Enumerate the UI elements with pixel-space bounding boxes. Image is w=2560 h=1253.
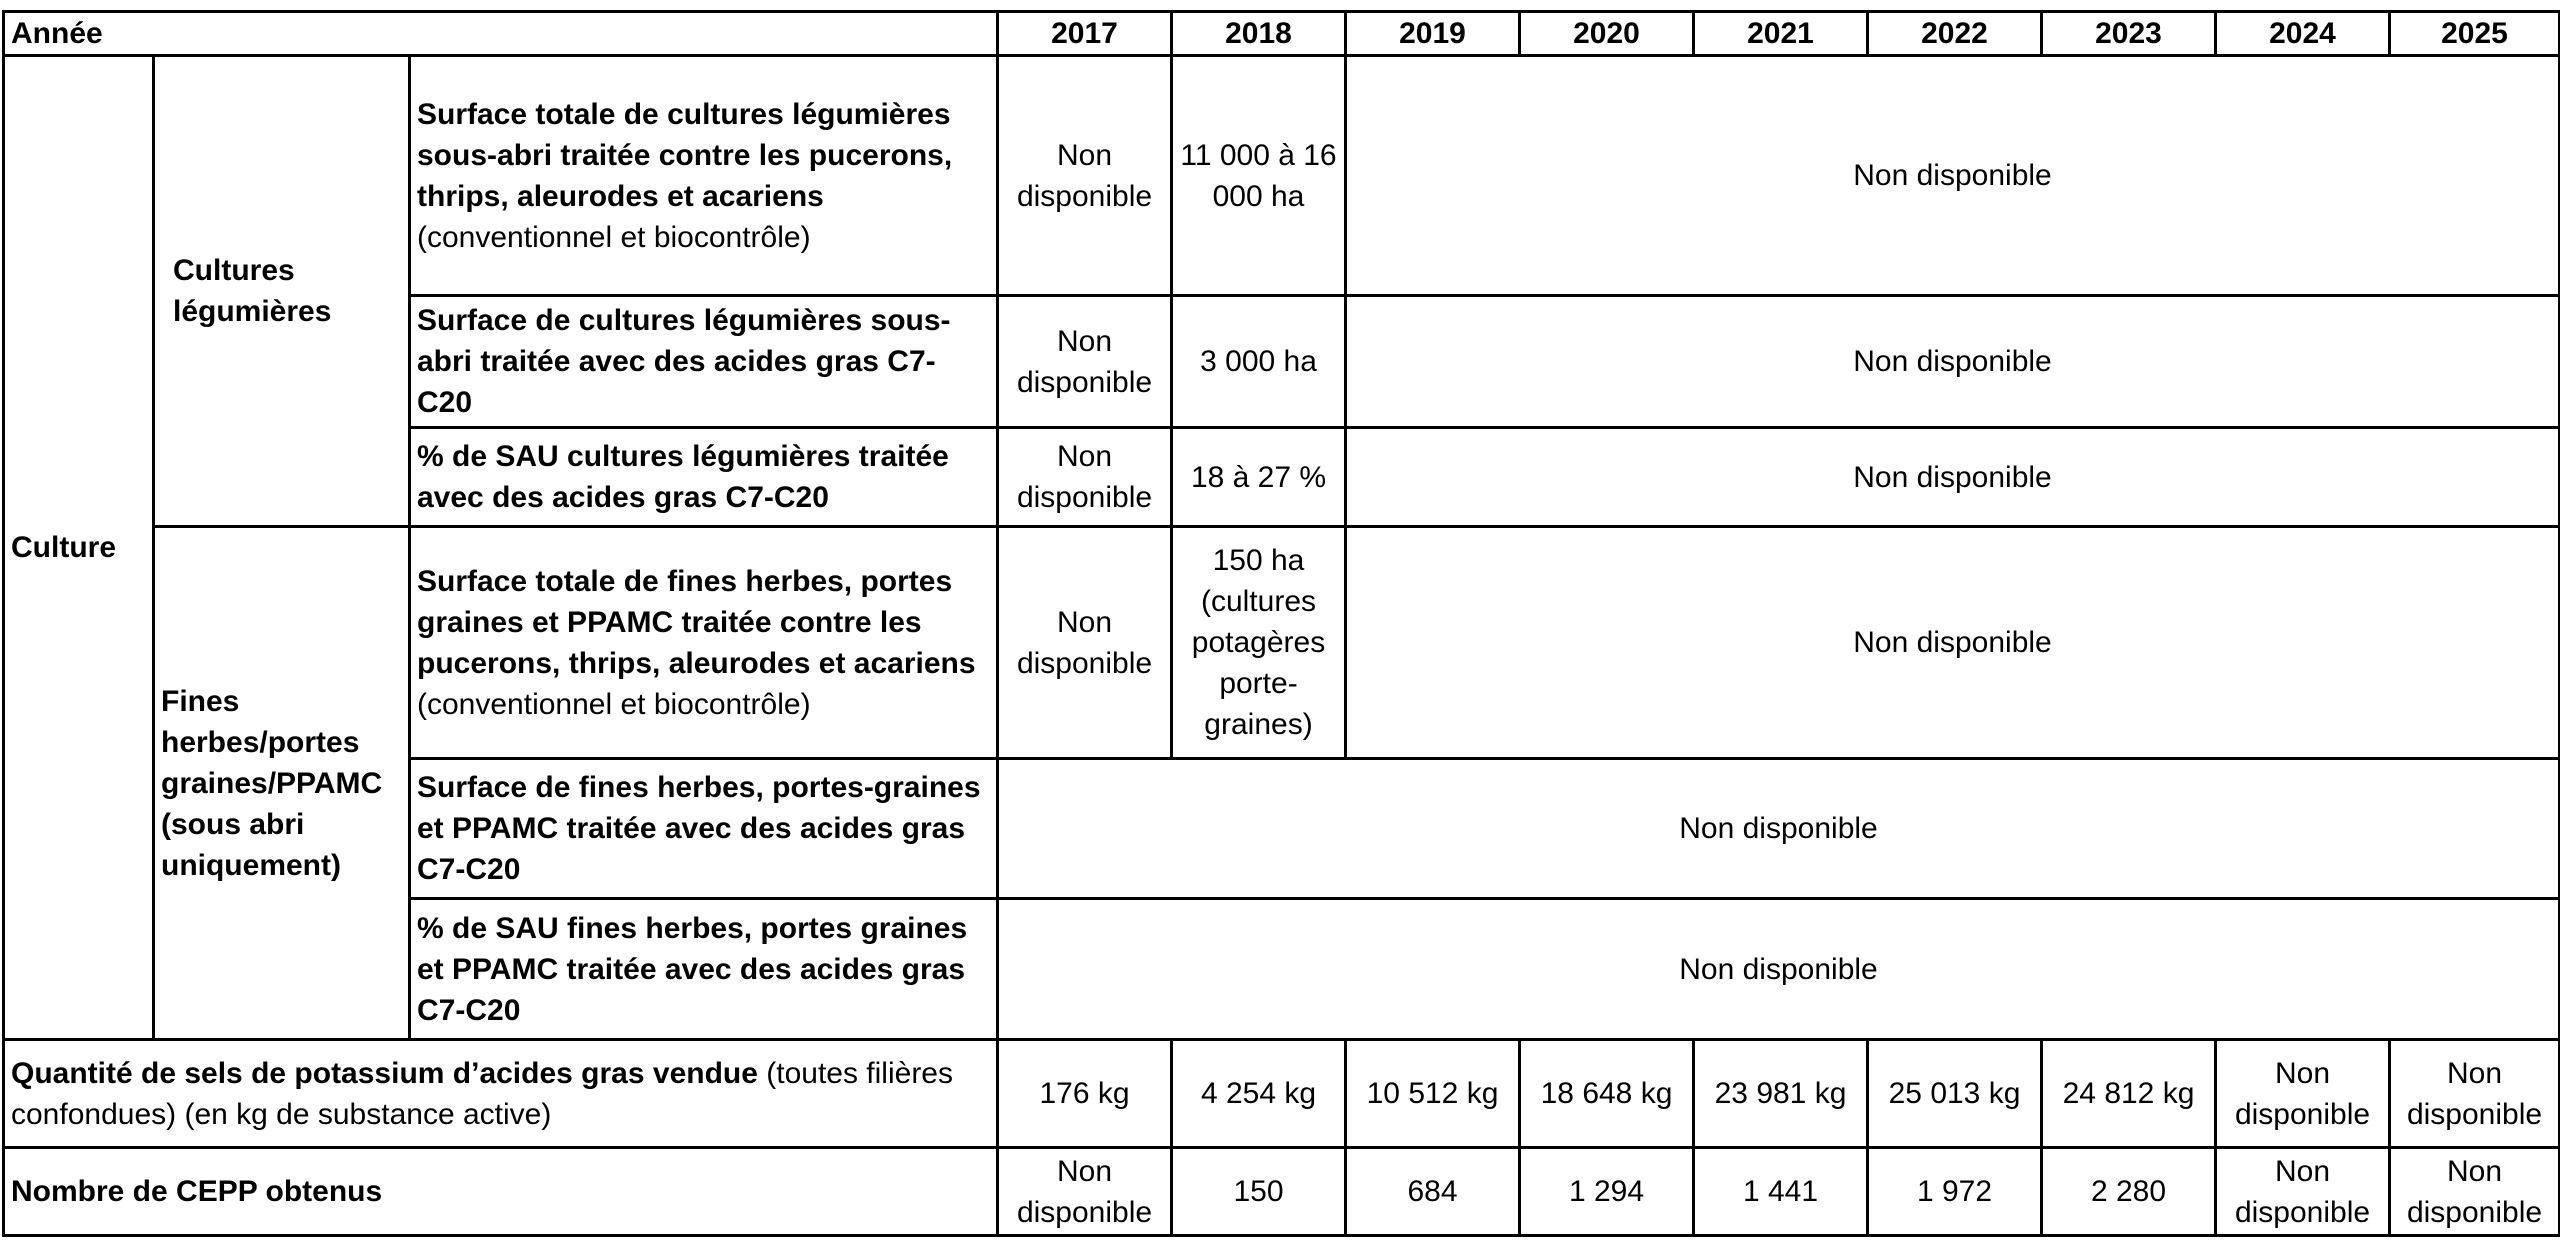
quantite-2020: 18 648 kg bbox=[1520, 1040, 1694, 1148]
group-legumieres-label: Cultures légumières bbox=[154, 56, 410, 527]
value-2018: 3 000 ha bbox=[1172, 296, 1346, 428]
quantite-label-bold: Quantité de sels de potassium d’acides gras vendue bbox=[11, 1056, 758, 1090]
header-year-label: Année bbox=[4, 12, 998, 56]
group-fines-herbes-label: Fines herbes/portes graines/PPAMC (sous abri uniquement) bbox=[154, 527, 410, 1040]
value-2019-2025: Non disponible bbox=[1346, 56, 2560, 296]
header-2018: 2018 bbox=[1172, 12, 1346, 56]
header-2024: 2024 bbox=[2216, 12, 2390, 56]
quantite-2025: Non disponible bbox=[2390, 1040, 2560, 1148]
cepp-2023: 2 280 bbox=[2042, 1148, 2216, 1236]
table-row bbox=[4, 1040, 2560, 1148]
table-row bbox=[4, 56, 2560, 296]
quantite-2017: 176 kg bbox=[998, 1040, 1172, 1148]
indicator-normal: (conventionnel et biocontrôle) bbox=[417, 687, 811, 721]
header-2023: 2023 bbox=[2042, 12, 2216, 56]
value-2017-2025: Non disponible bbox=[998, 899, 2560, 1040]
table-row bbox=[4, 527, 2560, 759]
indicator-bold: Surface totale de cultures légumières sous-abri traitée contre les pucerons, thrips, aleurodes et acariens bbox=[417, 97, 953, 213]
value-2018: 11 000 à 16 000 ha bbox=[1172, 56, 1346, 296]
quantite-label bbox=[4, 1040, 998, 1148]
indicator-cell bbox=[410, 428, 998, 527]
quantite-2019: 10 512 kg bbox=[1346, 1040, 1520, 1148]
indicator-cell bbox=[410, 296, 998, 428]
value-2017-2025: Non disponible bbox=[998, 759, 2560, 899]
value-2018: 150 ha (cultures potagères porte-graines) bbox=[1172, 527, 1346, 759]
header-2020: 2020 bbox=[1520, 12, 1694, 56]
cepp-2017: Non disponible bbox=[998, 1148, 1172, 1236]
indicator-cell bbox=[410, 759, 998, 899]
data-table bbox=[2, 10, 2560, 1237]
quantite-2018: 4 254 kg bbox=[1172, 1040, 1346, 1148]
indicator-bold: Surface de fines herbes, portes-graines et PPAMC traitée avec des acides gras C7-C20 bbox=[417, 771, 981, 886]
cepp-2019: 684 bbox=[1346, 1148, 1520, 1236]
cepp-2018: 150 bbox=[1172, 1148, 1346, 1236]
quantite-2024: Non disponible bbox=[2216, 1040, 2390, 1148]
header-2022: 2022 bbox=[1868, 12, 2042, 56]
cepp-2022: 1 972 bbox=[1868, 1148, 2042, 1236]
header-row bbox=[4, 12, 2560, 56]
value-2019-2025: Non disponible bbox=[1346, 296, 2560, 428]
section-culture-label: Culture bbox=[4, 56, 154, 1040]
value-2019-2025: Non disponible bbox=[1346, 428, 2560, 527]
indicator-bold: % de SAU fines herbes, portes graines et PPAMC traitée avec des acides gras C7-C20 bbox=[417, 911, 968, 1027]
value-2017: Non disponible bbox=[998, 296, 1172, 428]
value-2019-2025: Non disponible bbox=[1346, 527, 2560, 759]
cepp-2025: Non disponible bbox=[2390, 1148, 2560, 1236]
indicator-bold: Surface de cultures légumières sous-abri traitée avec des acides gras C7-C20 bbox=[417, 304, 951, 419]
indicator-cell bbox=[410, 56, 998, 296]
indicator-bold: Surface totale de fines herbes, portes graines et PPAMC traitée contre les pucerons, thrips, aleurodes et acariens bbox=[417, 564, 976, 680]
indicator-bold: % de SAU cultures légumières traitée avec des acides gras C7-C20 bbox=[417, 440, 949, 514]
indicator-cell bbox=[410, 899, 998, 1040]
value-2017: Non disponible bbox=[998, 527, 1172, 759]
cepp-2020: 1 294 bbox=[1520, 1148, 1694, 1236]
value-2017: Non disponible bbox=[998, 56, 1172, 296]
quantite-2021: 23 981 kg bbox=[1694, 1040, 1868, 1148]
cepp-2021: 1 441 bbox=[1694, 1148, 1868, 1236]
quantite-2023: 24 812 kg bbox=[2042, 1040, 2216, 1148]
cepp-2024: Non disponible bbox=[2216, 1148, 2390, 1236]
quantite-label-normal: (toutes filières confondues) (en kg de substance active) bbox=[11, 1056, 953, 1131]
cepp-label: Nombre de CEPP obtenus bbox=[4, 1148, 998, 1236]
value-2018: 18 à 27 % bbox=[1172, 428, 1346, 527]
quantite-2022: 25 013 kg bbox=[1868, 1040, 2042, 1148]
header-2021: 2021 bbox=[1694, 12, 1868, 56]
value-2017: Non disponible bbox=[998, 428, 1172, 527]
table-row bbox=[4, 1148, 2560, 1236]
header-2019: 2019 bbox=[1346, 12, 1520, 56]
indicator-cell bbox=[410, 527, 998, 759]
header-2017: 2017 bbox=[998, 12, 1172, 56]
header-2025: 2025 bbox=[2390, 12, 2560, 56]
indicator-normal: (conventionnel et biocontrôle) bbox=[417, 220, 811, 254]
